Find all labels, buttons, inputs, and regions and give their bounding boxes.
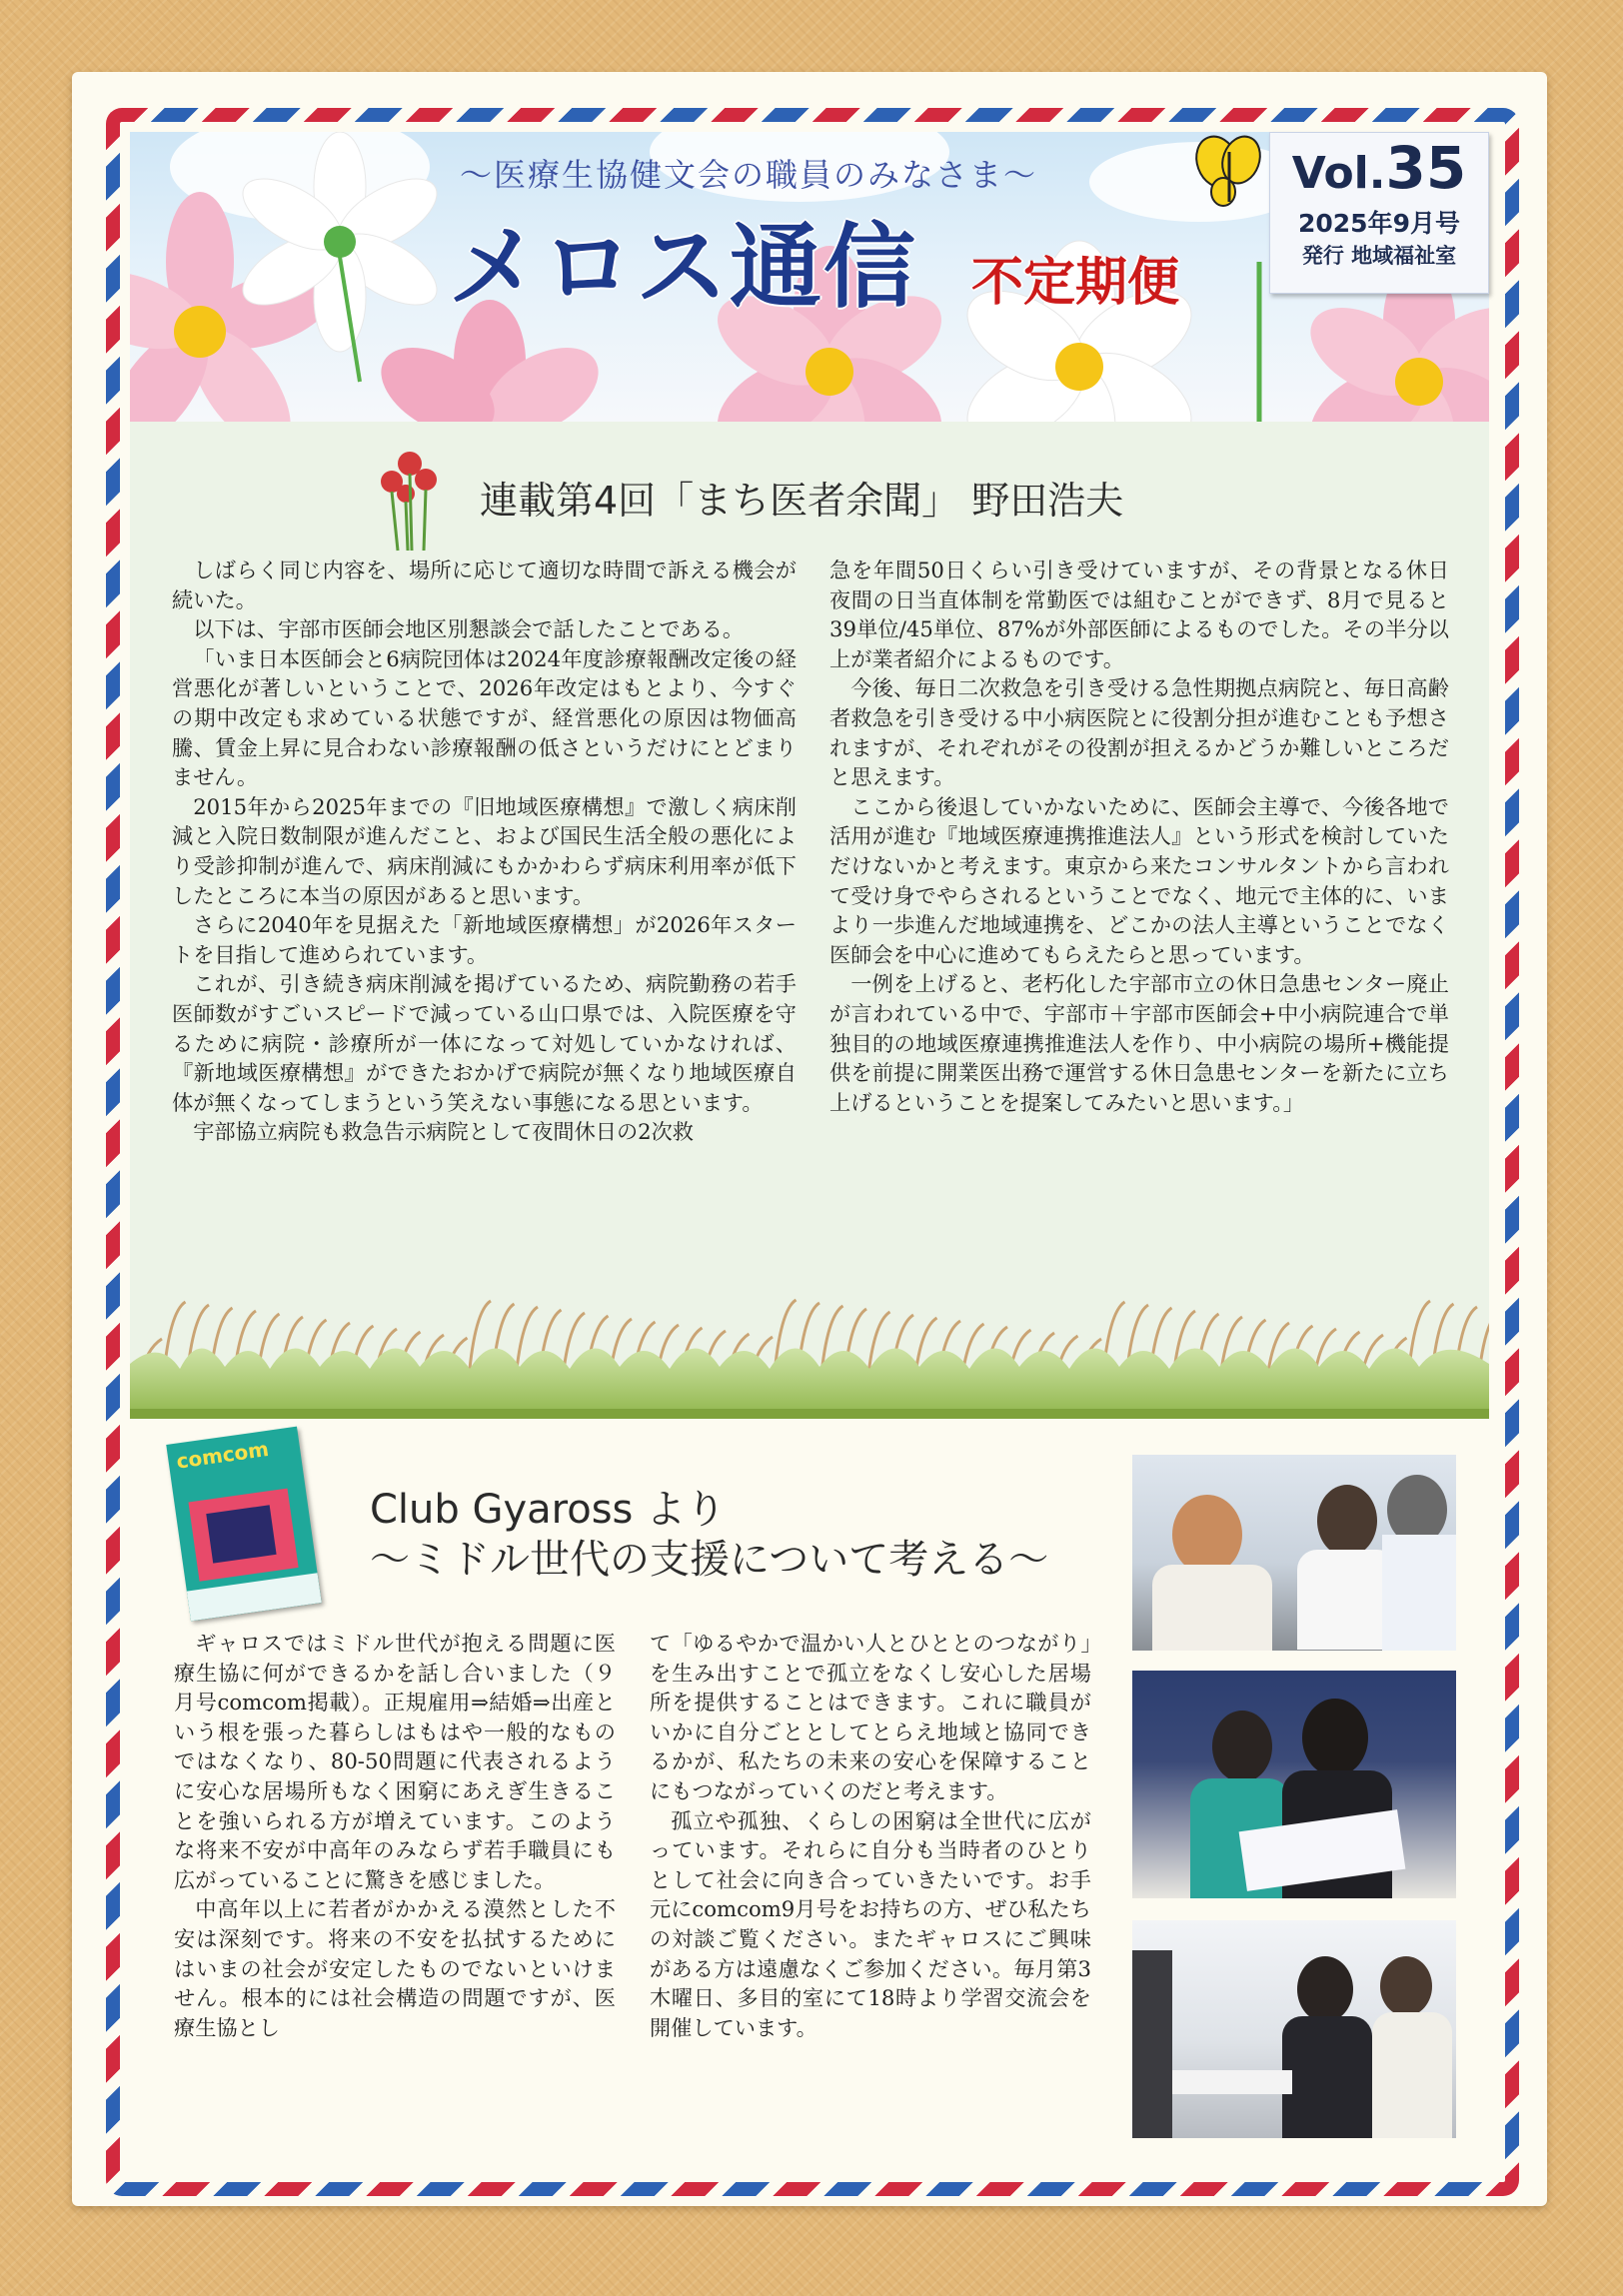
article1-left-column	[172, 556, 797, 1147]
paragraph: しばらく同じ内容を、場所に応じて適切な時間で訴える機会が続いた。	[172, 558, 797, 612]
meeting-photo-2	[1132, 1671, 1456, 1898]
paragraph: 2015年から2025年までの『旧地域医療構想』で激しく病床削減と入院日数制限が進んだこと、および国民生活全般の悪化により受診抑制が進んで、病床削減にもかかわらず病床利用率が低下したところに本当の原因があると思います。	[172, 793, 797, 908]
issuer: 発行 地域福祉室	[1301, 244, 1457, 268]
pampas-grass-illustration	[130, 1269, 1489, 1419]
newsletter-title-suffix: 不定期便	[971, 253, 1180, 313]
paragraph: 中高年以上に若者がかかえる漠然とした不安は深刻です。将来の不安を払拭するためにはいまの社会が安定したものでないといけません。根本的には社会構造の問題ですが、医療生協とし	[174, 1896, 616, 2040]
meeting-photo-1	[1132, 1455, 1456, 1651]
article2-left-column	[174, 1629, 616, 2042]
newsletter-title: メロス通信	[448, 214, 918, 321]
paragraph: 今後、毎日二次救急を引き受ける急性期拠点病院と、毎日高齢者救急を引き受ける中小病医院とに役割分担が進むことも予想されますが、それぞれがその役割が担えるかどうか難しいところだと思えます。	[829, 675, 1449, 790]
issue-date: 2025年9月号	[1298, 209, 1460, 238]
article2-heading-line1: Club Gyaross より	[370, 1487, 727, 1533]
paragraph: 一例を上げると、老朽化した宇部市立の休日急患センター廃止が言われている中で、宇部市＋宇部市医師会+中小病院連合で単独目的の地域医療連携推進法人を作り、中小病院の場所+機能提供を前提に開業医出務で運営する休日急患センターを新たに立ち上げるということを提案してみたいと思います。」	[829, 971, 1449, 1115]
meeting-photo-3	[1132, 1920, 1456, 2138]
paragraph: これが、引き続き病床削減を掲げているため、病院勤務の若手医師数がすごいスピードで減っている山口県では、入院医療を守るために病院・診療所が一体になって対処していかなければ、『新地域医療構想』ができたおかげで病院が無くなり地域医療自体が無くなってしまうという笑えない事態になる思といます。	[172, 971, 797, 1115]
comcom-magazine-cover	[166, 1427, 321, 1622]
magazine-title: comcom	[175, 1436, 271, 1474]
paragraph: 以下は、宇部市医師会地区別懇談会で話したことである。	[193, 616, 745, 642]
volume-box	[1269, 132, 1489, 294]
article2-heading	[370, 1485, 1048, 1585]
paragraph: 急を年間50日くらい引き受けていますが、その背景となる休日夜間の日当直体制を常勤医では組むことができず、8月で見ると39単位/45単位、87%が外部医師によるものでした。その半分以上が業者紹介によるものです。	[829, 558, 1449, 671]
paragraph: 「いま日本医師会と6病院団体は2024年度診療報酬改定後の経営悪化が著しいということで、2026年改定はもとより、今すぐの期中改定も求めている状態ですが、経営悪化の原因は物価高騰、賃金上昇に見合わない診療報酬の低さというだけにとどまりません。	[172, 645, 797, 790]
paragraph: て「ゆるやかで温かい人とひととのつながり」を生み出すことで孤立をなくし安心した居場所を提供することはできます。これに職員がいかに自分ごととしてとらえ地域と協同できるかが、私たちの未来の安心を保障することにもつながっていくのだと考えます。	[650, 1631, 1091, 1803]
article2-right-column	[650, 1629, 1091, 2042]
article2-heading-line2: ～ミドル世代の支援について考える～	[370, 1537, 1049, 1583]
paragraph: 孤立や孤独、くらしの困窮は全世代に広がっています。それらに自分も当時者のひとりとして社会に向き合っていきたいです。お手元にcomcom9月号をお持ちの方、ぜひ私たちの対談ご覧ください。またギャロスにご興味がある方は遠慮なくご参加ください。毎月第3木曜日、多目的室にて18時より学習交流会を開催しています。	[650, 1807, 1091, 2040]
volume-number: Vol.35	[1291, 134, 1467, 202]
paragraph: ここから後退していかないために、医師会主導で、今後各地で活用が進む『地域医療連携推進法人』という形式を検討していただけないかと考えます。東京から来たコンサルタントから言われて受け身でやらされるということでなく、地元で主体的に、いまより一歩進んだ地域連携を、どこかの法人主導ということでなく医師会を中心に進めてもらえたらと思っています。	[829, 793, 1449, 967]
header-subtitle: ～医療生協健文会の職員のみなさま～	[460, 156, 1038, 194]
article1-right-column	[829, 556, 1449, 1117]
paragraph: 宇部協立病院も救急告示病院として夜間休日の2次救	[193, 1119, 694, 1145]
paragraph: さらに2040年を見据えた「新地域医療構想」が2026年スタートを目指して進められています。	[172, 912, 797, 967]
paragraph: ギャロスではミドル世代が抱える問題に医療生協に何ができるかを話し合いました（９月号comcom掲載）。正規雇用⇒結婚⇒出産という根を張った暮らしはもはや一般的なものではなくなり、80-50問題に代表されるように安心な居場所もなく困窮にあえぎ生きることを強いられる方が増えています。このような将来不安が中高年のみならず若手職員にも広がっていることに驚きを感じました。	[174, 1631, 616, 1892]
red-spider-lily-icon	[370, 446, 450, 556]
article1-heading: 連載第4回「まち医者余聞」 野田浩夫	[480, 479, 1124, 523]
